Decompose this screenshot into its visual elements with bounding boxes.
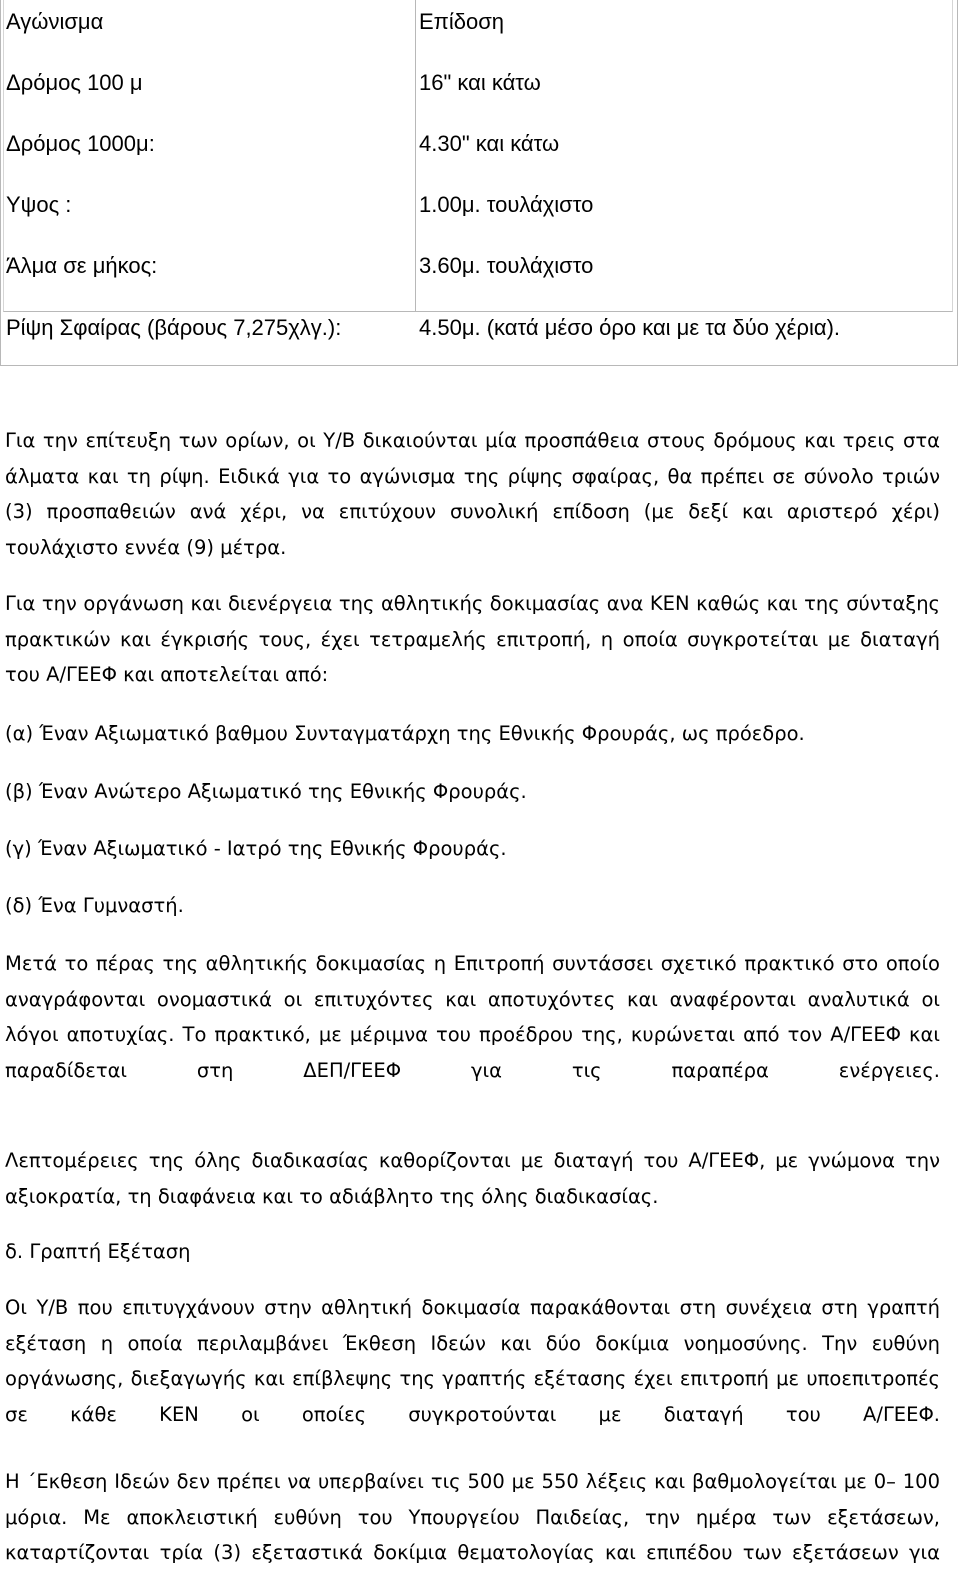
committee-member-c: (γ) Έναν Αξιωματικό - Ιατρό της Εθνικής Φρουράς. (5, 837, 507, 860)
committee-member-a: (α) Έναν Αξιωματικό βαθμου Συνταγματάρχη της Εθνικής Φρουράς, ως πρόεδρο. (5, 722, 805, 745)
table-row-performance: 3.60μ. τουλάχιστο (419, 253, 594, 278)
paragraph-written-exam: Οι Υ/Β που επιτυγχάνουν στην αθλητική δοκιμασία παρακάθονται στη συνέχεια στη γραπτή εξέταση η οποία περιλαμβάνει Έκθεση Ιδεών και δύο δοκίμια νοημοσύνης. Την ευθύνη οργάνωσης, διεξαγωγής και επίβλεψης της γραπτής εξέτασης έχει επιτροπή με υποεπιτροπές σε κάθε ΚΕΝ οι οποίες συγκροτούνται με διαταγή του Α/ΓΕΕΦ. (5, 1296, 940, 1426)
section-heading-written-exam: δ. Γραπτή Εξέταση (5, 1240, 191, 1263)
table-header-performance: Επίδοση (419, 9, 505, 34)
committee-member-b: (β) Έναν Ανώτερο Αξιωματικό της Εθνικής Φρουράς. (5, 780, 527, 803)
table-row-event: Δρόμος 100 μ (6, 70, 143, 95)
committee-member-d: (δ) Ένα Γυμναστή. (5, 894, 184, 917)
table-row-event: Δρόμος 1000μ: (6, 131, 155, 156)
table-row-performance: 1.00μ. τουλάχιστο (419, 192, 594, 217)
paragraph-committee: Για την οργάνωση και διενέργεια της αθλητικής δοκιμασίας ανα ΚΕΝ καθώς και της σύνταξης πρακτικών και έγκρισής τους, έχει τετραμελής επιτροπή, η οποία συγκροτείται με διαταγή του Α/ΓΕΕΦ και αποτελείται από: (5, 592, 940, 686)
table-row-event: Άλμα σε μήκος: (6, 253, 158, 278)
column-divider (415, 0, 416, 311)
paragraph-details: Λεπτομέρειες της όλης διαδικασίας καθορίζονται με διαταγή του Α/ΓΕΕΦ, με γνώμονα την αξιοκρατία, τη διαφάνεια και το αδιάβλητο της όλης διαδικασίας. (5, 1149, 940, 1208)
paragraph-report: Μετά το πέρας της αθλητικής δοκιμασίας η Επιτροπή συντάσσει σχετικό πρακτικό στο οποίο αναγράφονται ονομαστικά οι επιτυχόντες και αποτυχόντες και αναφέρονται αναλυτικά οι λόγοι αποτυχίας. Το πρακτικό, με μέριμνα του προέδρου της, κυρώνεται από τον Α/ΓΕΕΦ και παραδίδεται στη ΔΕΠ/ΓΕΕΦ για τις παραπέρα ενέργειες. (5, 952, 940, 1082)
paragraph-attempts: Για την επίτευξη των ορίων, οι Υ/Β δικαιούνται μία προσπάθεια στους δρόμους και τρεις στα άλματα και τη ρίψη. Ειδικά για το αγώνισμα της ρίψης σφαίρας, θα πρέπει σε σύνολο τριών (3) προσπαθειών ανά χέρι, να επιτύχουν συνολική επίδοση (με δεξί και αριστερό χέρι) τουλάχιστο εννέα (9) μέτρα. (5, 429, 940, 559)
table-row-event: Υψος : (6, 192, 72, 217)
table-row-performance: 4.30" και κάτω (419, 131, 560, 156)
paragraph-essay: Η ΄Εκθεση Ιδεών δεν πρέπει να υπερβαίνει τις 500 με 550 λέξεις και βαθμολογείται με 0– 100 μόρια. Με αποκλειστική ευθύνη του Υπουργείου Παιδείας, την ημέρα των εξετάσεων, καταρτίζονται τρία (3) εξεταστικά δοκίμια θεματολογίας και επιπέδου των εξετάσεων για (5, 1470, 940, 1564)
table-row-performance: 16" και κάτω (419, 70, 541, 95)
table-header-event: Αγώνισμα (6, 9, 104, 34)
performance-table (0, 0, 958, 366)
table-row-event: Ρίψη Σφαίρας (βάρους 7,275χλγ.): (6, 315, 342, 340)
table-row-performance: 4.50μ. (κατά μέσο όρο και με τα δύο χέρια). (419, 315, 841, 340)
